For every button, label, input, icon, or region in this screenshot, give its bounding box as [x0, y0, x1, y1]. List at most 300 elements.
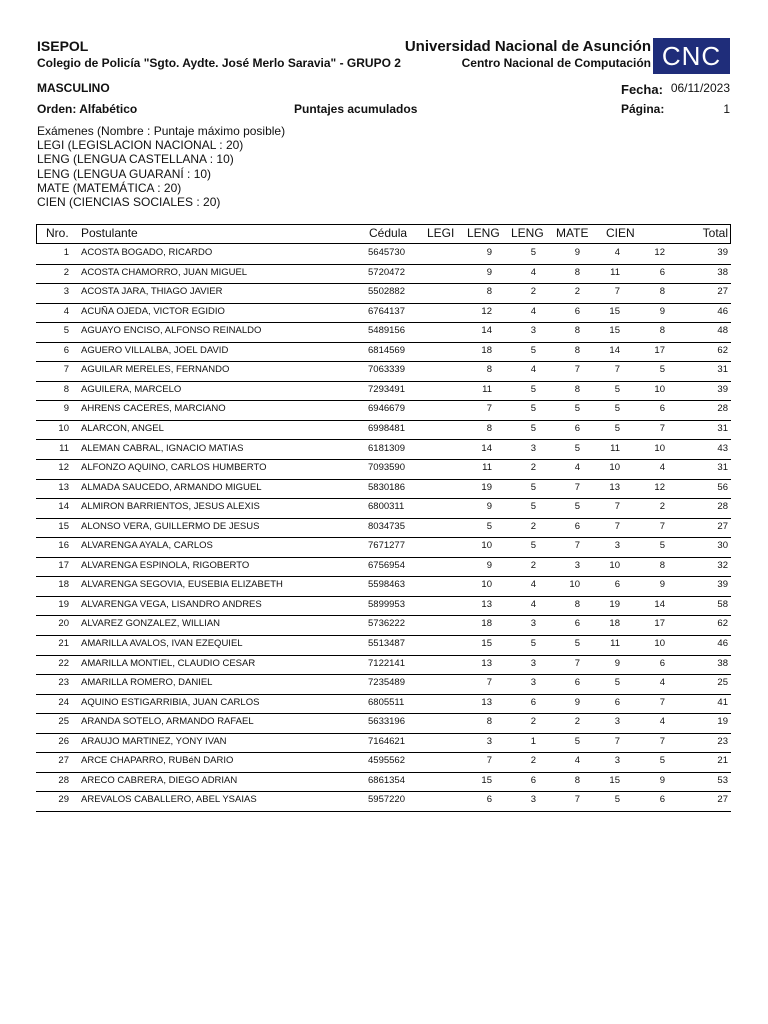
scores-title: Puntajes acumulados: [294, 102, 418, 116]
cell-legi: 11: [482, 462, 492, 474]
cell-leng-castellana: 5: [530, 481, 536, 493]
table-row: [36, 655, 731, 676]
cell-legi: 5: [486, 520, 492, 532]
cell-leng-guarani: 8: [574, 383, 580, 395]
cell-cedula: 6805511: [368, 696, 405, 708]
cell-leng-guarani: 6: [574, 305, 580, 317]
cell-mate: 7: [614, 364, 620, 376]
cell-cedula: 6181309: [368, 442, 405, 454]
cell-nro: 20: [58, 618, 69, 630]
col-header-postulante: Postulante: [81, 226, 138, 240]
cell-leng-castellana: 4: [530, 598, 536, 610]
cell-legi: 15: [481, 638, 492, 649]
cell-total: 31: [717, 364, 728, 376]
cell-cien: 17: [654, 618, 665, 630]
cell-postulante: AHRENS CACERES, MARCIANO: [81, 403, 226, 415]
table-row: [36, 283, 731, 304]
cell-total: 25: [717, 677, 728, 689]
cell-legi: 14: [481, 325, 492, 337]
cell-postulante: ALVARENGA AYALA, CARLOS: [81, 540, 213, 552]
cell-cedula: 7093590: [368, 462, 405, 474]
cell-nro: 25: [58, 716, 69, 728]
cell-mate: 11: [610, 442, 620, 454]
cell-legi: 8: [486, 364, 492, 376]
col-header-nro: Nro.: [46, 226, 69, 240]
cell-legi: 14: [481, 442, 492, 454]
cell-legi: 13: [481, 598, 492, 610]
cell-cien: 12: [654, 247, 665, 258]
cell-legi: 10: [481, 540, 492, 552]
cell-legi: 12: [481, 305, 492, 317]
cell-mate: 3: [614, 755, 620, 767]
cell-nro: 2: [63, 266, 69, 278]
cell-nro: 12: [58, 462, 69, 474]
cell-legi: 18: [481, 618, 492, 630]
cell-cedula: 6946679: [368, 403, 405, 415]
page-number: 1: [723, 102, 730, 116]
cell-total: 46: [717, 638, 728, 649]
cell-cien: 9: [659, 774, 665, 786]
cell-nro: 18: [58, 579, 69, 591]
cell-cien: 6: [659, 266, 665, 278]
cell-cien: 4: [659, 462, 665, 474]
cell-total: 27: [717, 520, 728, 532]
cell-cedula: 7063339: [368, 364, 405, 376]
cell-cien: 5: [659, 540, 665, 552]
cell-postulante: ALVARENGA VEGA, LISANDRO ANDRES: [81, 598, 262, 610]
cell-postulante: ALONSO VERA, GUILLERMO DE JESUS: [81, 520, 260, 532]
cell-mate: 5: [614, 422, 620, 434]
cell-postulante: ALMADA SAUCEDO, ARMANDO MIGUEL: [81, 481, 262, 493]
cell-mate: 3: [614, 716, 620, 728]
cell-leng-guarani: 7: [574, 481, 580, 493]
cell-nro: 10: [58, 422, 69, 434]
cell-nro: 11: [59, 442, 69, 454]
table-header-top-rule: [36, 224, 731, 225]
cell-total: 28: [717, 403, 728, 415]
cell-cien: 6: [659, 794, 665, 806]
cell-cedula: 8034735: [368, 520, 405, 532]
table-row: [36, 459, 731, 480]
cell-total: 19: [717, 716, 728, 728]
cell-cedula: 7122141: [368, 657, 405, 669]
cell-cedula: 7164621: [368, 735, 405, 747]
cell-mate: 13: [609, 481, 620, 493]
cell-cedula: 5633196: [368, 716, 405, 728]
cell-nro: 15: [58, 520, 69, 532]
cell-cien: 6: [659, 657, 665, 669]
cell-mate: 5: [614, 794, 620, 806]
cell-postulante: ARANDA SOTELO, ARMANDO RAFAEL: [81, 716, 254, 728]
cell-leng-castellana: 5: [530, 638, 536, 649]
cell-postulante: AREVALOS CABALLERO, ABEL YSAIAS: [81, 794, 257, 806]
cell-total: 28: [717, 501, 728, 513]
col-header-leng-castellana: LENG: [467, 226, 500, 240]
cell-cedula: 7671277: [368, 540, 405, 552]
cell-mate: 15: [609, 325, 620, 337]
cell-nro: 19: [58, 598, 69, 610]
cell-total: 21: [717, 755, 728, 767]
cell-cien: 7: [659, 696, 665, 708]
cell-mate: 6: [614, 696, 620, 708]
cell-cien: 5: [659, 755, 665, 767]
table-row: [36, 479, 731, 500]
order-label: Orden: Alfabético: [37, 102, 138, 116]
cell-leng-guarani: 6: [574, 422, 580, 434]
cell-leng-castellana: 3: [530, 677, 536, 689]
cell-total: 62: [717, 344, 728, 356]
cell-leng-guarani: 7: [574, 540, 580, 552]
cell-nro: 26: [58, 735, 69, 747]
cell-cedula: 5899953: [368, 598, 405, 610]
exam-legend-item: MATE (MATEMÁTICA : 20): [37, 180, 182, 195]
cell-cedula: 5489156: [368, 325, 405, 337]
cell-postulante: AGUILAR MERELES, FERNANDO: [81, 364, 230, 376]
cell-legi: 15: [481, 774, 492, 786]
cell-legi: 19: [481, 481, 492, 493]
table-row: [36, 733, 731, 754]
cell-cien: 8: [659, 286, 665, 298]
cell-total: 53: [717, 774, 728, 786]
cell-leng-guarani: 5: [574, 403, 580, 415]
cell-leng-castellana: 4: [530, 579, 536, 591]
cell-leng-castellana: 4: [530, 305, 536, 317]
gender-label: MASCULINO: [37, 81, 110, 95]
cell-cedula: 5645730: [368, 247, 405, 258]
cell-legi: 7: [486, 755, 492, 767]
cell-mate: 18: [609, 618, 620, 630]
cell-total: 39: [717, 383, 728, 395]
cell-postulante: ACUÑA OJEDA, VICTOR EGIDIO: [81, 305, 225, 317]
cell-leng-castellana: 3: [530, 794, 536, 806]
cell-cedula: 6814569: [368, 344, 405, 356]
cell-postulante: ALVARENGA SEGOVIA, EUSEBIA ELIZABETH: [81, 579, 283, 591]
cell-total: 31: [717, 462, 728, 474]
cell-cien: 4: [659, 677, 665, 689]
cell-legi: 7: [486, 677, 492, 689]
cell-leng-guarani: 2: [574, 286, 580, 298]
cell-leng-guarani: 4: [574, 755, 580, 767]
cell-leng-guarani: 5: [574, 442, 580, 454]
table-row: [36, 400, 731, 421]
cell-legi: 13: [481, 696, 492, 708]
cell-postulante: ALFONZO AQUINO, CARLOS HUMBERTO: [81, 462, 267, 474]
cell-cien: 12: [654, 481, 665, 493]
cell-postulante: ACOSTA CHAMORRO, JUAN MIGUEL: [81, 266, 248, 278]
cell-leng-castellana: 2: [530, 286, 536, 298]
cell-leng-guarani: 5: [574, 735, 580, 747]
table-row: [36, 713, 731, 734]
cell-mate: 10: [609, 462, 620, 474]
cell-leng-guarani: 4: [574, 462, 580, 474]
col-header-cedula: Cédula: [369, 226, 408, 240]
cell-postulante: AQUINO ESTIGARRIBIA, JUAN CARLOS: [81, 696, 260, 708]
table-row: [36, 498, 731, 519]
school-name: Colegio de Policía "Sgto. Aydte. José Merlo Saravia" - GRUPO 2: [37, 56, 401, 70]
cell-leng-castellana: 2: [530, 559, 536, 571]
cell-postulante: AMARILLA AVALOS, IVAN EZEQUIEL: [81, 638, 243, 649]
cell-cien: 9: [659, 579, 665, 591]
exam-legend-item: CIEN (CIENCIAS SOCIALES : 20): [37, 195, 221, 210]
cell-cien: 14: [654, 598, 665, 610]
cell-nro: 8: [63, 383, 69, 395]
cell-postulante: ARAUJO MARTINEZ, YONY IVAN: [81, 735, 227, 747]
cell-total: 58: [717, 598, 728, 610]
cell-leng-castellana: 5: [530, 247, 536, 258]
cell-total: 38: [717, 657, 728, 669]
center-name: Centro Nacional de Computación: [461, 56, 651, 70]
cell-postulante: ACOSTA BOGADO, RICARDO: [81, 247, 213, 258]
date-value: 06/11/2023: [670, 81, 730, 95]
cell-legi: 9: [486, 266, 492, 278]
university-name: Universidad Nacional de Asunción: [404, 38, 651, 55]
cell-legi: 10: [481, 579, 492, 591]
cell-leng-guarani: 6: [574, 677, 580, 689]
cell-legi: 6: [486, 794, 492, 806]
cell-legi: 18: [481, 344, 492, 356]
cell-cien: 10: [654, 383, 665, 395]
cnc-logo: CNC: [653, 38, 730, 74]
cell-mate: 6: [614, 579, 620, 591]
cell-postulante: AMARILLA ROMERO, DANIEL: [81, 677, 213, 689]
cell-total: 23: [717, 735, 728, 747]
cell-nro: 3: [63, 286, 69, 298]
table-row: [36, 440, 731, 461]
cell-legi: 8: [486, 422, 492, 434]
table-row: [36, 576, 731, 597]
cell-leng-castellana: 1: [530, 735, 536, 747]
cell-postulante: ARECO CABRERA, DIEGO ADRIAN: [81, 774, 238, 786]
cell-mate: 5: [614, 677, 620, 689]
cell-cedula: 6998481: [368, 422, 405, 434]
cell-nro: 23: [58, 677, 69, 689]
table-row: [36, 674, 731, 695]
cell-cien: 5: [659, 364, 665, 376]
table-row: [36, 596, 731, 617]
cell-leng-guarani: 6: [574, 520, 580, 532]
col-header-leng-guarani: LENG: [511, 226, 544, 240]
cell-cedula: 5502882: [368, 286, 405, 298]
table-row: [36, 264, 731, 285]
cell-nro: 13: [58, 481, 69, 493]
cell-mate: 15: [609, 305, 620, 317]
cell-cien: 9: [659, 305, 665, 317]
date-label: Fecha:: [621, 82, 663, 97]
cell-total: 39: [717, 579, 728, 591]
table-row: [36, 635, 731, 656]
cell-cien: 7: [659, 520, 665, 532]
table-row: [36, 381, 731, 402]
cell-postulante: ALARCON, ANGEL: [81, 422, 164, 434]
cell-legi: 7: [486, 403, 492, 415]
col-header-cien: CIEN: [606, 226, 635, 240]
table-row: [36, 537, 731, 558]
cell-leng-guarani: 9: [574, 247, 580, 258]
cell-leng-castellana: 5: [530, 501, 536, 513]
cell-total: 31: [717, 422, 728, 434]
col-header-legi: LEGI: [427, 226, 455, 240]
table-row: [36, 557, 731, 578]
cell-mate: 11: [610, 266, 620, 278]
cell-postulante: ALVARENGA ESPINOLA, RIGOBERTO: [81, 559, 250, 571]
cell-nro: 22: [58, 657, 69, 669]
col-header-total: Total: [702, 226, 728, 240]
cell-nro: 24: [58, 696, 69, 708]
cell-nro: 16: [58, 540, 69, 552]
cell-leng-castellana: 4: [530, 364, 536, 376]
cell-postulante: ARCE CHAPARRO, RUBéN DARIO: [81, 755, 234, 767]
cell-legi: 9: [486, 559, 492, 571]
cell-total: 41: [717, 696, 728, 708]
exam-legend: [37, 124, 285, 209]
cell-cien: 8: [659, 559, 665, 571]
cell-cien: 17: [654, 344, 665, 356]
cell-leng-guarani: 6: [574, 618, 580, 630]
col-header-mate: MATE: [556, 226, 589, 240]
cell-leng-guarani: 9: [574, 696, 580, 708]
table-row: [36, 303, 731, 324]
cell-leng-guarani: 7: [574, 657, 580, 669]
cell-total: 32: [717, 559, 728, 571]
cell-cien: 10: [654, 638, 665, 649]
cell-nro: 14: [58, 501, 69, 513]
exam-legend-title: Exámenes (Nombre : Puntaje máximo posible): [37, 124, 286, 138]
cell-mate: 11: [610, 638, 620, 649]
cell-cedula: 5957220: [368, 794, 405, 806]
cell-cien: 8: [659, 325, 665, 337]
cell-leng-castellana: 5: [530, 422, 536, 434]
cell-legi: 13: [481, 657, 492, 669]
cell-leng-castellana: 5: [530, 383, 536, 395]
cell-mate: 14: [609, 344, 620, 356]
cell-nro: 28: [58, 774, 69, 786]
cell-leng-guarani: 7: [574, 794, 580, 806]
cell-cedula: 5513487: [368, 638, 405, 649]
cell-leng-castellana: 2: [530, 755, 536, 767]
table-row: [36, 694, 731, 715]
cell-mate: 9: [614, 657, 620, 669]
cell-total: 27: [717, 794, 728, 806]
cell-postulante: ACOSTA JARA, THIAGO JAVIER: [81, 286, 223, 298]
cell-cedula: 7235489: [368, 677, 405, 689]
cell-leng-guarani: 8: [574, 325, 580, 337]
cell-nro: 4: [63, 305, 69, 317]
table-row: [36, 361, 731, 382]
cell-mate: 5: [614, 383, 620, 395]
cell-postulante: AGUAYO ENCISO, ALFONSO REINALDO: [81, 325, 262, 337]
cell-cedula: 6800311: [368, 501, 405, 513]
cell-total: 46: [717, 305, 728, 317]
cell-leng-castellana: 2: [530, 716, 536, 728]
cell-postulante: AGUILERA, MARCELO: [81, 383, 182, 395]
cell-total: 56: [717, 481, 728, 493]
cell-cedula: 6764137: [368, 305, 405, 317]
cell-cien: 2: [659, 501, 665, 513]
cell-cedula: 5736222: [368, 618, 405, 630]
cell-legi: 8: [486, 286, 492, 298]
cell-mate: 19: [609, 598, 620, 610]
table-row: [36, 615, 731, 636]
cell-mate: 3: [614, 540, 620, 552]
cell-cien: 6: [659, 403, 665, 415]
cell-cien: 4: [659, 716, 665, 728]
cell-legi: 11: [482, 383, 492, 395]
cell-nro: 27: [58, 755, 69, 767]
cell-leng-castellana: 3: [530, 442, 536, 454]
cell-leng-castellana: 3: [530, 325, 536, 337]
cell-cedula: 5720472: [368, 266, 405, 278]
cell-leng-guarani: 2: [574, 716, 580, 728]
institution-name: ISEPOL: [37, 38, 89, 54]
cell-mate: 15: [609, 774, 620, 786]
cell-leng-castellana: 2: [530, 520, 536, 532]
cell-leng-guarani: 5: [574, 501, 580, 513]
cell-mate: 4: [614, 247, 620, 258]
cell-leng-guarani: 3: [574, 559, 580, 571]
cell-leng-guarani: 5: [574, 638, 580, 649]
cell-total: 48: [717, 325, 728, 337]
table-row: [36, 791, 731, 812]
cell-nro: 29: [58, 794, 69, 806]
cell-leng-guarani: 7: [574, 364, 580, 376]
table-header-right-border: [730, 224, 731, 244]
cell-leng-castellana: 2: [530, 462, 536, 474]
cell-nro: 17: [58, 559, 69, 571]
cell-legi: 8: [486, 716, 492, 728]
cell-total: 30: [717, 540, 728, 552]
cell-mate: 5: [614, 403, 620, 415]
cell-leng-castellana: 5: [530, 540, 536, 552]
cell-cedula: 6756954: [368, 559, 405, 571]
cell-leng-castellana: 6: [530, 774, 536, 786]
cell-mate: 7: [614, 286, 620, 298]
table-row: [36, 342, 731, 363]
cell-leng-castellana: 4: [530, 266, 536, 278]
cell-nro: 6: [63, 344, 69, 356]
cell-mate: 7: [614, 735, 620, 747]
table-header-left-border: [36, 224, 37, 244]
cell-leng-castellana: 3: [530, 618, 536, 630]
cell-legi: 9: [486, 247, 492, 258]
cell-cedula: 5830186: [368, 481, 405, 493]
cell-cedula: 4595562: [368, 755, 405, 767]
cell-legi: 3: [486, 735, 492, 747]
cell-postulante: ALMIRON BARRIENTOS, JESUS ALEXIS: [81, 501, 260, 513]
cell-mate: 7: [614, 520, 620, 532]
cell-cedula: 7293491: [368, 383, 405, 395]
exam-legend-item: LEGI (LEGISLACION NACIONAL : 20): [37, 138, 244, 153]
cell-leng-guarani: 8: [574, 774, 580, 786]
cell-total: 27: [717, 286, 728, 298]
table-row: [36, 752, 731, 773]
table-row: [36, 322, 731, 343]
cell-nro: 1: [63, 247, 69, 258]
cell-leng-guarani: 8: [574, 598, 580, 610]
cell-postulante: ALEMAN CABRAL, IGNACIO MATIAS: [81, 442, 244, 454]
cell-nro: 5: [63, 325, 69, 337]
cell-postulante: AMARILLA MONTIEL, CLAUDIO CESAR: [81, 657, 256, 669]
cell-postulante: AGUERO VILLALBA, JOEL DAVID: [81, 344, 229, 356]
table-row: [36, 244, 731, 265]
cell-leng-guarani: 8: [574, 344, 580, 356]
cell-cedula: 5598463: [368, 579, 405, 591]
page-label: Página:: [621, 102, 665, 116]
cell-leng-guarani: 10: [569, 579, 580, 591]
cell-nro: 9: [63, 403, 69, 415]
cell-nro: 7: [63, 364, 69, 376]
table-row: [36, 772, 731, 793]
cell-leng-castellana: 5: [530, 344, 536, 356]
